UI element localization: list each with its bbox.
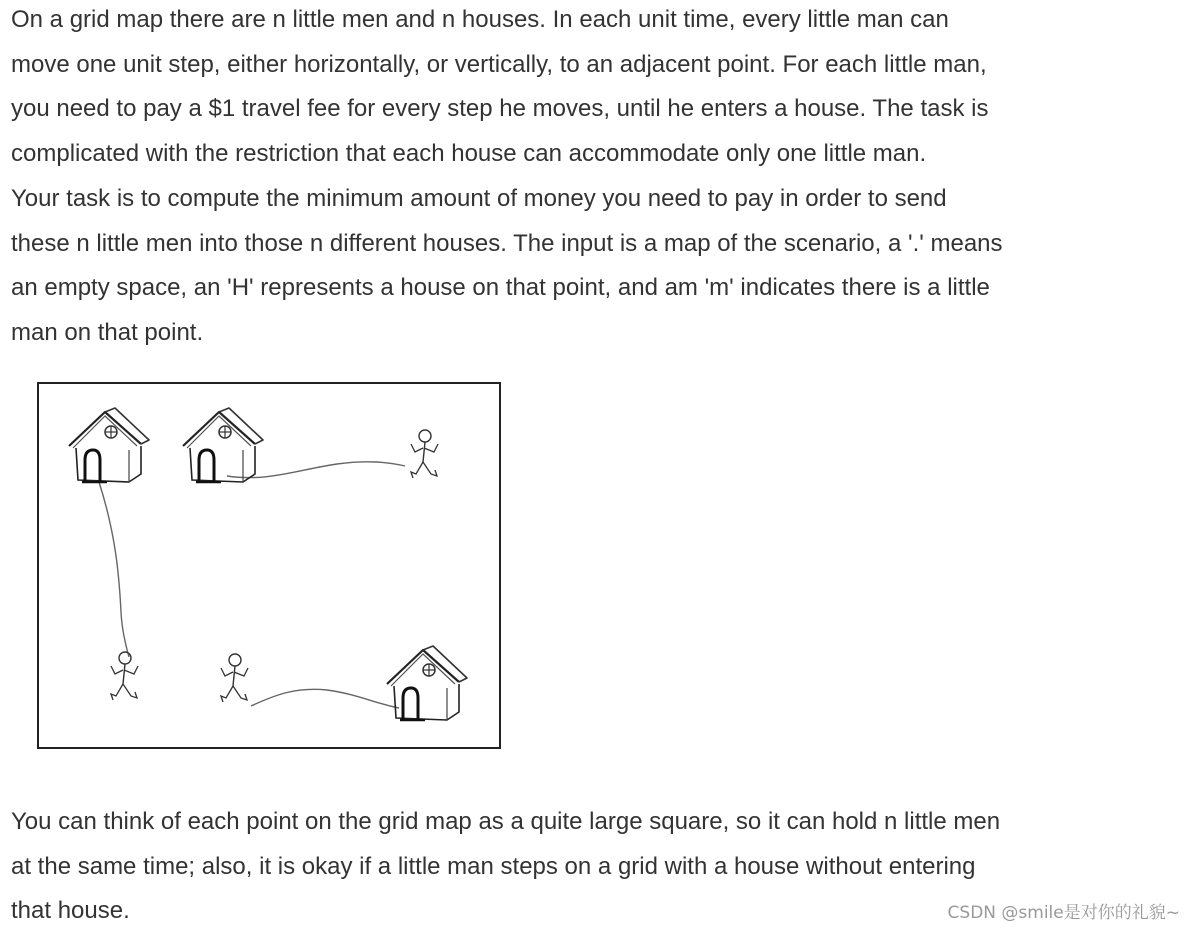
text-line: these n little men into those n different houses. The input is a map of the scenario, a '.' means — [11, 229, 1003, 257]
illustration-svg — [37, 382, 501, 749]
text-line: at the same time; also, it is okay if a little man steps on a grid with a house without entering — [11, 852, 976, 880]
grid-map-illustration — [37, 382, 501, 749]
text-line: On a grid map there are n little men and n houses. In each unit time, every little man can — [11, 6, 949, 33]
problem-description — [11, 0, 1186, 356]
text-line: you need to pay a $1 travel fee for every step he moves, until he enters a house. The task is — [11, 95, 989, 123]
text-line: an empty space, an 'H' represents a house on that point, and am 'm' indicates there is a little — [11, 274, 990, 302]
text-line: Your task is to compute the minimum amount of money you need to pay in order to send — [11, 184, 947, 212]
text-line: man on that point. — [11, 318, 204, 346]
text-line: You can think of each point on the grid map as a quite large square, so it can hold n little men — [11, 808, 1001, 835]
text-line: that house. — [11, 897, 130, 925]
csdn-watermark: CSDN @smile是对你的礼貌~ — [947, 903, 1180, 923]
text-line: move one unit step, either horizontally, or vertically, to an adjacent point. For each little man, — [11, 50, 987, 78]
paragraph-2 — [11, 177, 1186, 356]
text-line: complicated with the restriction that each house can accommodate only one little man. — [11, 140, 927, 168]
paragraph-1 — [11, 0, 1186, 177]
